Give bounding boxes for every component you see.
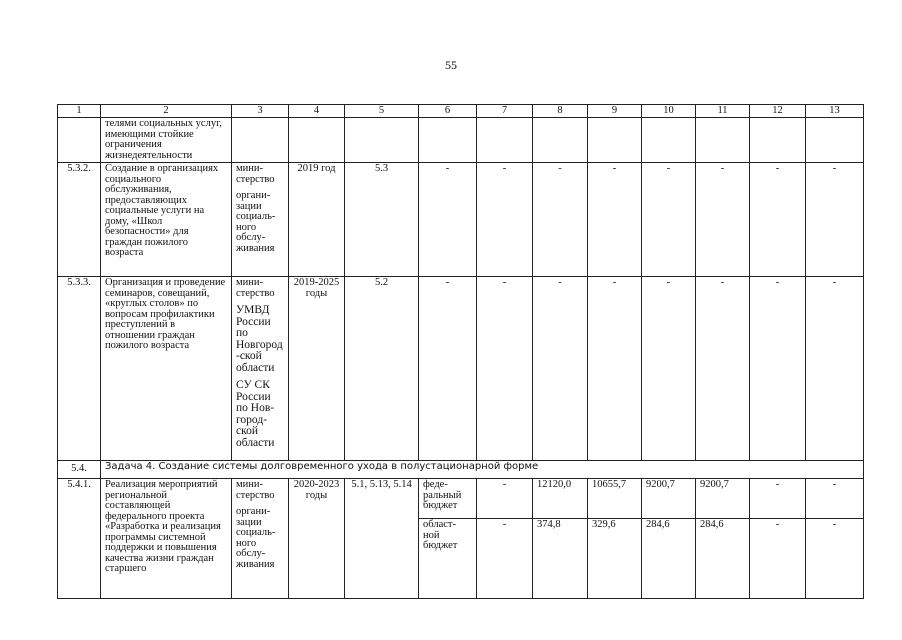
col-header-12: 12 <box>750 105 806 118</box>
cell-source: - <box>419 277 477 461</box>
cell-value: - <box>533 163 588 277</box>
cell-value: 374,8 <box>533 519 588 599</box>
cell-value: 9200,7 <box>696 479 750 519</box>
cell-name: телями социальных услуг, имеющими стойкие ограничения жизнедеятельности <box>101 118 232 163</box>
cell-executor: мини-стерство органи-зации социаль-ного обслу-живания <box>232 479 289 599</box>
cell-value: - <box>806 163 864 277</box>
cell-value: - <box>533 277 588 461</box>
cell-value: - <box>806 479 864 519</box>
cell-name: Создание в организациях социального обслуживания, предоставляющих социальные услуги на дому, «Школ безопасности» для граждан пожилого возраста <box>101 163 232 277</box>
page-number: 55 <box>445 58 457 72</box>
cell-value: - <box>750 519 806 599</box>
col-header-9: 9 <box>588 105 642 118</box>
cell-value: 12120,0 <box>533 479 588 519</box>
cell-executor: мини-стерство органи-зации социаль-ного обслу-живания <box>232 163 289 277</box>
cell-value: 9200,7 <box>642 479 696 519</box>
col-header-11: 11 <box>696 105 750 118</box>
col-header-10: 10 <box>642 105 696 118</box>
cell-executor: мини-стерство УМВД России по Новгород-ской области СУ СК России по Нов-город-ской области <box>232 277 289 461</box>
cell-value: - <box>477 479 533 519</box>
cell-value: - <box>750 479 806 519</box>
cell-value: - <box>588 163 642 277</box>
cell-value: - <box>477 519 533 599</box>
cell-period: 2019-2025 годы <box>289 277 345 461</box>
cell-period: 2019 год <box>289 163 345 277</box>
cell-name: Организация и проведение семинаров, совещаний, «круглых столов» по вопросам профилактики преступлений в отношении граждан пожилого возраста <box>101 277 232 461</box>
cell-value: 284,6 <box>696 519 750 599</box>
cell-name: Реализация мероприятий региональной составляющей федерального проекта «Разработка и реализация программы системной поддержки и повышения качества жизни граждан старшего <box>101 479 232 599</box>
cell-value: 284,6 <box>642 519 696 599</box>
cell-indicator: 5.1, 5.13, 5.14 <box>345 479 419 599</box>
cell-num <box>58 118 101 163</box>
table-row-5-3-2 <box>58 163 864 277</box>
cell-value: - <box>642 277 696 461</box>
cell-value: - <box>642 163 696 277</box>
col-header-4: 4 <box>289 105 345 118</box>
col-header-13: 13 <box>806 105 864 118</box>
column-number-row <box>58 105 864 118</box>
cell-period: 2020-2023 годы <box>289 479 345 599</box>
cell-value: - <box>477 277 533 461</box>
task-heading: Задача 4. Создание системы долговременного ухода в полустационарной форме <box>101 461 864 479</box>
cell-value: - <box>588 277 642 461</box>
col-header-6: 6 <box>419 105 477 118</box>
cell-value: - <box>477 163 533 277</box>
cell-value: - <box>750 277 806 461</box>
cell-source: - <box>419 163 477 277</box>
cell-indicator: 5.2 <box>345 277 419 461</box>
table-row-5-4-1-federal <box>58 479 864 519</box>
cell-source-federal: феде-ральный бюджет <box>419 479 477 519</box>
program-table <box>57 104 864 599</box>
col-header-2: 2 <box>101 105 232 118</box>
cell-source-regional: област-ной бюджет <box>419 519 477 599</box>
cell-value: - <box>696 163 750 277</box>
cell-num: 5.4. <box>58 461 101 479</box>
cell-value: - <box>750 163 806 277</box>
cell-num: 5.3.2. <box>58 163 101 277</box>
col-header-7: 7 <box>477 105 533 118</box>
col-header-5: 5 <box>345 105 419 118</box>
cell-num: 5.4.1. <box>58 479 101 599</box>
table-row-continuation <box>58 118 864 163</box>
cell-indicator: 5.3 <box>345 163 419 277</box>
cell-value: - <box>696 277 750 461</box>
cell-num: 5.3.3. <box>58 277 101 461</box>
col-header-8: 8 <box>533 105 588 118</box>
cell-value: 10655,7 <box>588 479 642 519</box>
cell-value: - <box>806 277 864 461</box>
col-header-3: 3 <box>232 105 289 118</box>
col-header-1: 1 <box>58 105 101 118</box>
table-row-5-3-3 <box>58 277 864 461</box>
cell-value: - <box>806 519 864 599</box>
cell-value: 329,6 <box>588 519 642 599</box>
table-row-task-4 <box>58 461 864 479</box>
